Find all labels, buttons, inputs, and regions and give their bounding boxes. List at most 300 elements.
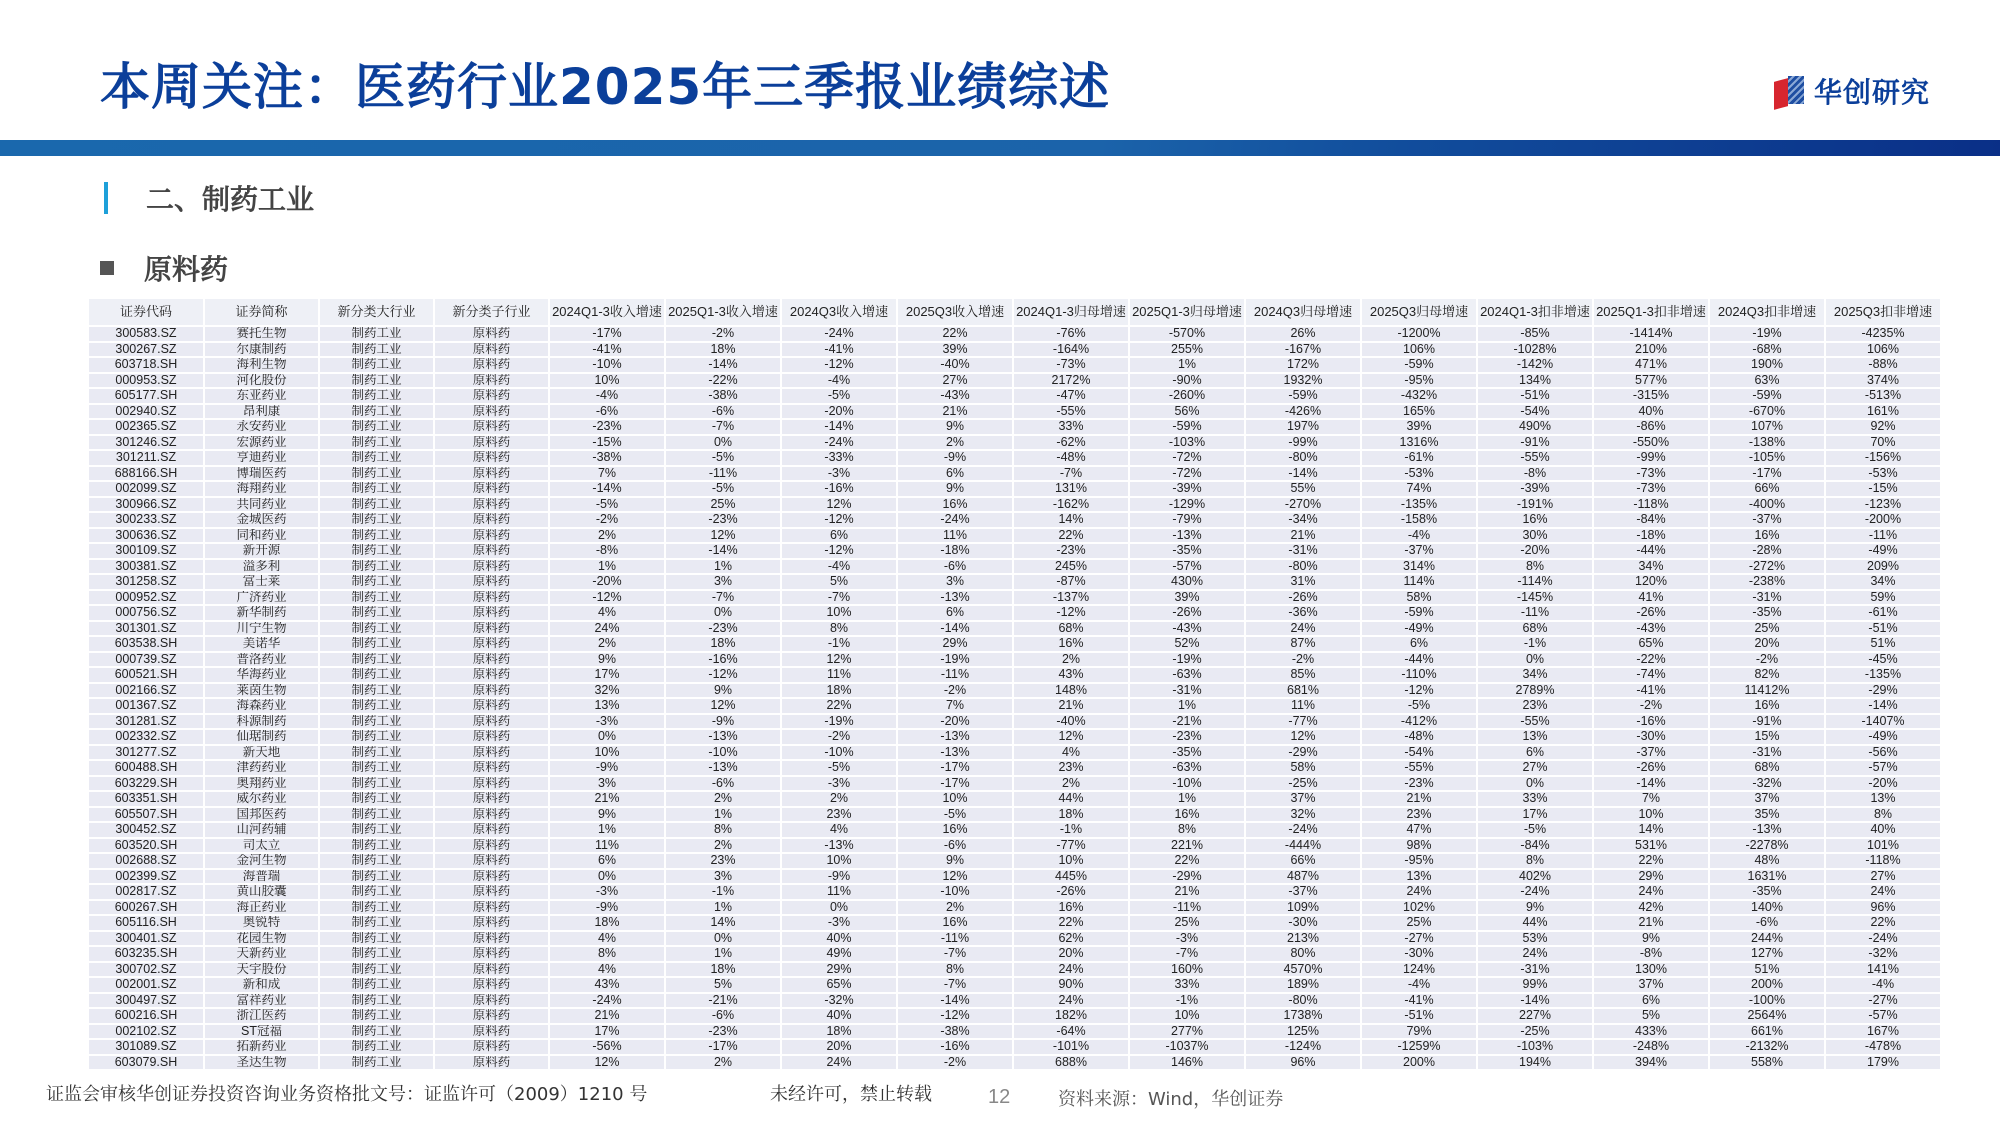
table-cell: 18% (782, 1025, 896, 1039)
table-cell: -24% (550, 994, 664, 1008)
table-cell: -124% (1246, 1040, 1360, 1054)
table-cell: 原料药 (435, 808, 548, 822)
table-cell: -670% (1710, 405, 1824, 419)
table-cell: 原料药 (435, 606, 548, 620)
table-cell: -61% (1826, 606, 1940, 620)
table-cell: -49% (1362, 622, 1476, 636)
table-cell: 拓新药业 (205, 1040, 318, 1054)
table-cell: 000756.SZ (89, 606, 203, 620)
table-cell: 213% (1246, 932, 1360, 946)
table-cell: -31% (1710, 591, 1824, 605)
table-cell: 148% (1014, 684, 1128, 698)
table-cell: -138% (1710, 436, 1824, 450)
table-cell: -6% (550, 405, 664, 419)
table-cell: -4% (1362, 978, 1476, 992)
table-cell: -32% (1710, 777, 1824, 791)
table-cell: 8% (1826, 808, 1940, 822)
table-cell: 22% (1594, 854, 1708, 868)
table-cell: 原料药 (435, 343, 548, 357)
table-cell: 海翔药业 (205, 482, 318, 496)
table-cell: 98% (1362, 839, 1476, 853)
table-cell: 9% (898, 482, 1012, 496)
table-cell: 4% (550, 963, 664, 977)
table-cell: 245% (1014, 560, 1128, 574)
table-cell: 600521.SH (89, 668, 203, 682)
table-cell: 002399.SZ (89, 870, 203, 884)
table-cell: 000952.SZ (89, 591, 203, 605)
table-cell: -5% (898, 808, 1012, 822)
table-cell: 9% (666, 684, 780, 698)
table-cell: -90% (1130, 374, 1244, 388)
table-cell: 制药工业 (320, 544, 433, 558)
table-cell: 39% (1362, 420, 1476, 434)
table-cell: 23% (782, 808, 896, 822)
table-cell: -29% (1246, 746, 1360, 760)
table-cell: -6% (666, 405, 780, 419)
table-cell: 160% (1130, 963, 1244, 977)
table-cell: 39% (898, 343, 1012, 357)
table-cell: -478% (1826, 1040, 1940, 1054)
table-cell: 原料药 (435, 374, 548, 388)
table-cell: 24% (782, 1056, 896, 1070)
table-cell: -23% (1014, 544, 1128, 558)
table-cell: 002365.SZ (89, 420, 203, 434)
table-cell: 23% (1014, 761, 1128, 775)
table-cell: -570% (1130, 327, 1244, 341)
table-cell: 原料药 (435, 420, 548, 434)
table-cell: 8% (898, 963, 1012, 977)
table-cell: -118% (1594, 498, 1708, 512)
table-cell: 39% (1130, 591, 1244, 605)
table-cell: 原料药 (435, 575, 548, 589)
table-cell: -23% (666, 622, 780, 636)
table-cell: 海利生物 (205, 358, 318, 372)
table-cell: 12% (550, 1056, 664, 1070)
table-cell: -73% (1014, 358, 1128, 372)
table-cell: 10% (782, 606, 896, 620)
table-row (89, 777, 1940, 791)
table-cell: -13% (898, 730, 1012, 744)
table-cell: 原料药 (435, 730, 548, 744)
table-cell: 原料药 (435, 637, 548, 651)
table-cell: -200% (1826, 513, 1940, 527)
earnings-growth-table (87, 297, 1942, 1071)
table-cell: 96% (1246, 1056, 1360, 1070)
table-cell: 300636.SZ (89, 529, 203, 543)
table-cell: -315% (1594, 389, 1708, 403)
table-cell: 10% (1014, 854, 1128, 868)
table-cell: -7% (666, 591, 780, 605)
table-cell: 101% (1826, 839, 1940, 853)
table-cell: -114% (1478, 575, 1592, 589)
table-cell: ST冠福 (205, 1025, 318, 1039)
table-cell: 永安药业 (205, 420, 318, 434)
table-cell: -12% (550, 591, 664, 605)
table-cell: 65% (1594, 637, 1708, 651)
table-cell: 国邦医药 (205, 808, 318, 822)
table-cell: 华海药业 (205, 668, 318, 682)
table-cell: 0% (666, 932, 780, 946)
table-cell: 106% (1362, 343, 1476, 357)
table-cell: 402% (1478, 870, 1592, 884)
table-cell: 21% (1362, 792, 1476, 806)
table-row (89, 653, 1940, 667)
table-row (89, 482, 1940, 496)
table-cell: 10% (782, 854, 896, 868)
table-cell: 制药工业 (320, 947, 433, 961)
table-cell: -40% (898, 358, 1012, 372)
table-cell: 13% (1478, 730, 1592, 744)
table-cell: 富祥药业 (205, 994, 318, 1008)
table-cell: -1% (1014, 823, 1128, 837)
table-cell: -31% (1246, 544, 1360, 558)
table-cell: -5% (550, 498, 664, 512)
table-cell: -95% (1362, 374, 1476, 388)
table-cell: 40% (782, 932, 896, 946)
table-cell: 11% (550, 839, 664, 853)
table-cell: 10% (550, 374, 664, 388)
table-cell: 尔康制药 (205, 343, 318, 357)
table-cell: -16% (1594, 715, 1708, 729)
table-cell: 2% (782, 792, 896, 806)
table-cell: 原料药 (435, 684, 548, 698)
table-cell: 34% (1478, 668, 1592, 682)
table-cell: -164% (1014, 343, 1128, 357)
table-cell: -2% (550, 513, 664, 527)
table-cell: 威尔药业 (205, 792, 318, 806)
company-logo (1772, 74, 1930, 108)
table-cell: -7% (898, 947, 1012, 961)
table-cell: -10% (666, 746, 780, 760)
table-row (89, 761, 1940, 775)
table-cell: 制药工业 (320, 513, 433, 527)
table-cell: -51% (1826, 622, 1940, 636)
table-cell: -1% (782, 637, 896, 651)
table-cell: 26% (1246, 327, 1360, 341)
table-cell: -11% (898, 932, 1012, 946)
table-row (89, 637, 1940, 651)
table-cell: 16% (1710, 699, 1824, 713)
table-cell: 43% (1014, 668, 1128, 682)
table-cell: 182% (1014, 1009, 1128, 1023)
table-cell: -129% (1130, 498, 1244, 512)
table-cell: 富士莱 (205, 575, 318, 589)
table-cell: 2% (898, 436, 1012, 450)
table-row (89, 885, 1940, 899)
table-cell: -13% (666, 761, 780, 775)
table-cell: 5% (782, 575, 896, 589)
table-cell: -20% (550, 575, 664, 589)
table-cell: 仙琚制药 (205, 730, 318, 744)
table-cell: 18% (550, 916, 664, 930)
table-cell: 21% (1130, 885, 1244, 899)
table-cell: -91% (1710, 715, 1824, 729)
table-cell: 167% (1826, 1025, 1940, 1039)
table-row (89, 730, 1940, 744)
table-cell: 210% (1594, 343, 1708, 357)
table-cell: -14% (898, 622, 1012, 636)
table-cell: 亨迪药业 (205, 451, 318, 465)
table-cell: -54% (1478, 405, 1592, 419)
table-cell: -48% (1362, 730, 1476, 744)
table-cell: 7% (550, 467, 664, 481)
table-cell: 原料药 (435, 560, 548, 574)
table-cell: -156% (1826, 451, 1940, 465)
table-row (89, 529, 1940, 543)
table-cell: -85% (1478, 327, 1592, 341)
table-cell: 600216.SH (89, 1009, 203, 1023)
table-row (89, 374, 1940, 388)
table-cell: -80% (1246, 451, 1360, 465)
table-cell: 53% (1478, 932, 1592, 946)
table-cell: 301258.SZ (89, 575, 203, 589)
table-row (89, 1025, 1940, 1039)
table-cell: 16% (1014, 637, 1128, 651)
table-cell: -33% (782, 451, 896, 465)
table-cell: 227% (1478, 1009, 1592, 1023)
table-cell: 58% (1362, 591, 1476, 605)
table-cell: 85% (1246, 668, 1360, 682)
table-cell: 奥翔药业 (205, 777, 318, 791)
table-cell: -3% (782, 777, 896, 791)
table-cell: -8% (550, 544, 664, 558)
table-cell: 新天地 (205, 746, 318, 760)
table-cell: 300109.SZ (89, 544, 203, 558)
table-cell: -9% (550, 901, 664, 915)
section-heading (104, 180, 314, 216)
table-cell: 制药工业 (320, 343, 433, 357)
table-cell: -400% (1710, 498, 1824, 512)
table-cell: 原料药 (435, 1040, 548, 1054)
table-cell: 博瑞医药 (205, 467, 318, 481)
table-cell: 2% (550, 637, 664, 651)
table-cell: 002001.SZ (89, 978, 203, 992)
table-cell: 13% (1362, 870, 1476, 884)
table-row (89, 854, 1940, 868)
earnings-table-container (87, 297, 1933, 1071)
table-cell: 48% (1710, 854, 1824, 868)
table-cell: 11% (1246, 699, 1360, 713)
table-cell: 3% (666, 575, 780, 589)
table-cell: -6% (898, 839, 1012, 853)
table-cell: 002332.SZ (89, 730, 203, 744)
table-cell: -10% (898, 885, 1012, 899)
table-header-row (89, 299, 1940, 325)
table-cell: 原料药 (435, 715, 548, 729)
table-cell: 605177.SH (89, 389, 203, 403)
table-cell: 黄山胶囊 (205, 885, 318, 899)
table-cell: 1% (666, 901, 780, 915)
table-cell: -55% (1014, 405, 1128, 419)
table-cell: -22% (1594, 653, 1708, 667)
table-cell: 浙江医药 (205, 1009, 318, 1023)
table-cell: 原料药 (435, 870, 548, 884)
table-cell: -37% (1362, 544, 1476, 558)
table-cell: 37% (1594, 978, 1708, 992)
table-cell: -260% (1130, 389, 1244, 403)
table-cell: 25% (1710, 622, 1824, 636)
table-cell: 2172% (1014, 374, 1128, 388)
table-cell: 1% (550, 823, 664, 837)
table-cell: 603538.SH (89, 637, 203, 651)
table-cell: 1% (1130, 358, 1244, 372)
table-cell: 130% (1594, 963, 1708, 977)
table-cell: 4% (550, 932, 664, 946)
table-cell: 14% (666, 916, 780, 930)
table-cell: -55% (1478, 451, 1592, 465)
table-cell: 12% (666, 529, 780, 543)
table-cell: -3% (550, 715, 664, 729)
table-cell: -56% (550, 1040, 664, 1054)
table-cell: 制药工业 (320, 994, 433, 1008)
table-cell: 33% (1130, 978, 1244, 992)
table-cell: -77% (1246, 715, 1360, 729)
table-row (89, 606, 1940, 620)
table-cell: 34% (1826, 575, 1940, 589)
table-cell: 12% (666, 699, 780, 713)
table-cell: -14% (1594, 777, 1708, 791)
table-cell: -9% (898, 451, 1012, 465)
table-cell: -91% (1478, 436, 1592, 450)
table-cell: 300401.SZ (89, 932, 203, 946)
table-cell: -105% (1710, 451, 1824, 465)
table-cell: 原料药 (435, 544, 548, 558)
table-cell: 18% (666, 637, 780, 651)
table-cell: 河化股份 (205, 374, 318, 388)
table-cell: 300233.SZ (89, 513, 203, 527)
table-cell: 制药工业 (320, 823, 433, 837)
table-cell: 1316% (1362, 436, 1476, 450)
table-cell: -1% (1130, 994, 1244, 1008)
table-cell: 51% (1710, 963, 1824, 977)
table-row (89, 544, 1940, 558)
table-cell: -79% (1130, 513, 1244, 527)
table-cell: 原料药 (435, 994, 548, 1008)
table-cell: -54% (1362, 746, 1476, 760)
table-cell: -142% (1478, 358, 1592, 372)
table-row (89, 451, 1940, 465)
table-cell: 司太立 (205, 839, 318, 853)
table-cell: 制药工业 (320, 498, 433, 512)
table-cell: 共同药业 (205, 498, 318, 512)
table-cell: -45% (1826, 653, 1940, 667)
table-cell: 原料药 (435, 777, 548, 791)
table-cell: 制药工业 (320, 916, 433, 930)
table-cell: 146% (1130, 1056, 1244, 1070)
table-cell: 301089.SZ (89, 1040, 203, 1054)
table-cell: 原料药 (435, 436, 548, 450)
table-cell: 433% (1594, 1025, 1708, 1039)
table-cell: 22% (1826, 916, 1940, 930)
table-cell: -38% (666, 389, 780, 403)
table-cell: -23% (666, 513, 780, 527)
table-cell: 107% (1710, 420, 1824, 434)
table-cell: 140% (1710, 901, 1824, 915)
table-cell: -2% (898, 1056, 1012, 1070)
table-cell: 165% (1362, 405, 1476, 419)
table-row (89, 436, 1940, 450)
table-cell: 原料药 (435, 327, 548, 341)
table-cell: -35% (1130, 544, 1244, 558)
table-cell: -20% (1478, 544, 1592, 558)
table-cell: 681% (1246, 684, 1360, 698)
table-row (89, 513, 1940, 527)
table-cell: 津药药业 (205, 761, 318, 775)
table-cell: -59% (1130, 420, 1244, 434)
table-cell: -23% (550, 420, 664, 434)
table-cell: 603229.SH (89, 777, 203, 791)
table-cell: 27% (898, 374, 1012, 388)
table-cell: -99% (1594, 451, 1708, 465)
table-cell: 18% (782, 684, 896, 698)
table-cell: 原料药 (435, 823, 548, 837)
table-cell: -30% (1594, 730, 1708, 744)
table-cell: -5% (666, 451, 780, 465)
table-cell: 原料药 (435, 1025, 548, 1039)
table-cell: 1% (666, 947, 780, 961)
table-cell: 制药工业 (320, 374, 433, 388)
table-cell: -11% (666, 467, 780, 481)
table-row (89, 622, 1940, 636)
table-row (89, 1009, 1940, 1023)
table-cell: -41% (550, 343, 664, 357)
table-cell: 原料药 (435, 901, 548, 915)
table-cell: 1738% (1246, 1009, 1360, 1023)
table-cell: -4% (1362, 529, 1476, 543)
table-cell: -56% (1826, 746, 1940, 760)
table-cell: -88% (1826, 358, 1940, 372)
table-row (89, 963, 1940, 977)
table-cell: -24% (782, 327, 896, 341)
column-header: 2025Q3扣非增速 (1826, 299, 1940, 325)
table-cell: 002166.SZ (89, 684, 203, 698)
column-header: 证券简称 (205, 299, 318, 325)
table-cell: -8% (1478, 467, 1592, 481)
column-header: 新分类大行业 (320, 299, 433, 325)
table-cell: -7% (782, 591, 896, 605)
table-cell: 603718.SH (89, 358, 203, 372)
table-cell: 600488.SH (89, 761, 203, 775)
table-cell: -59% (1246, 389, 1360, 403)
table-cell: 新和成 (205, 978, 318, 992)
table-cell: 80% (1246, 947, 1360, 961)
table-cell: -19% (1710, 327, 1824, 341)
table-cell: -61% (1362, 451, 1476, 465)
table-cell: -5% (782, 389, 896, 403)
table-cell: 90% (1014, 978, 1128, 992)
table-cell: -167% (1246, 343, 1360, 357)
table-cell: 原料药 (435, 467, 548, 481)
table-cell: -11% (1826, 529, 1940, 543)
table-cell: -3% (782, 916, 896, 930)
table-cell: -77% (1014, 839, 1128, 853)
table-cell: -5% (782, 761, 896, 775)
table-cell: 东亚药业 (205, 389, 318, 403)
table-row (89, 405, 1940, 419)
table-cell: -59% (1710, 389, 1824, 403)
table-cell: -6% (1710, 916, 1824, 930)
table-cell: 5% (666, 978, 780, 992)
table-cell: 605507.SH (89, 808, 203, 822)
table-cell: 2564% (1710, 1009, 1824, 1023)
table-cell: 制药工业 (320, 808, 433, 822)
table-cell: 190% (1710, 358, 1824, 372)
table-cell: 制药工业 (320, 1040, 433, 1054)
table-cell: 301301.SZ (89, 622, 203, 636)
table-cell: 11% (782, 668, 896, 682)
table-cell: 430% (1130, 575, 1244, 589)
table-cell: 40% (1826, 823, 1940, 837)
